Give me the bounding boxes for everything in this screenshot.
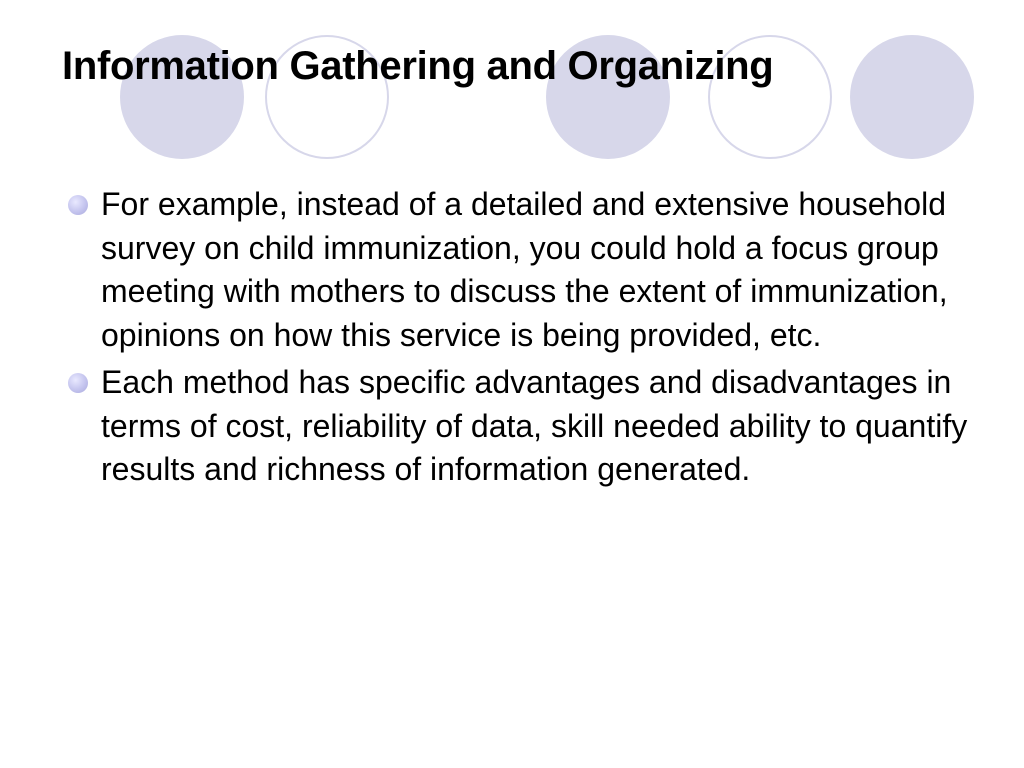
slide-body xyxy=(62,183,972,496)
decorative-circle-filled-3 xyxy=(850,35,974,159)
bullet-dot-icon xyxy=(68,195,88,215)
bullet-item xyxy=(62,183,972,357)
bullet-text: Each method has specific advantages and disadvantages in terms of cost, reliability of data, skill needed ability to quantify results and richness of information generated. xyxy=(101,364,968,487)
slide-title: Information Gathering and Organizing xyxy=(62,44,774,88)
bullet-item xyxy=(62,361,972,492)
bullet-text: For example, instead of a detailed and extensive household survey on child immunization, you could hold a focus group meeting with mothers to discuss the extent of immunization, opinions on how this service is being provided, etc. xyxy=(101,186,948,353)
bullet-dot-icon xyxy=(68,373,88,393)
